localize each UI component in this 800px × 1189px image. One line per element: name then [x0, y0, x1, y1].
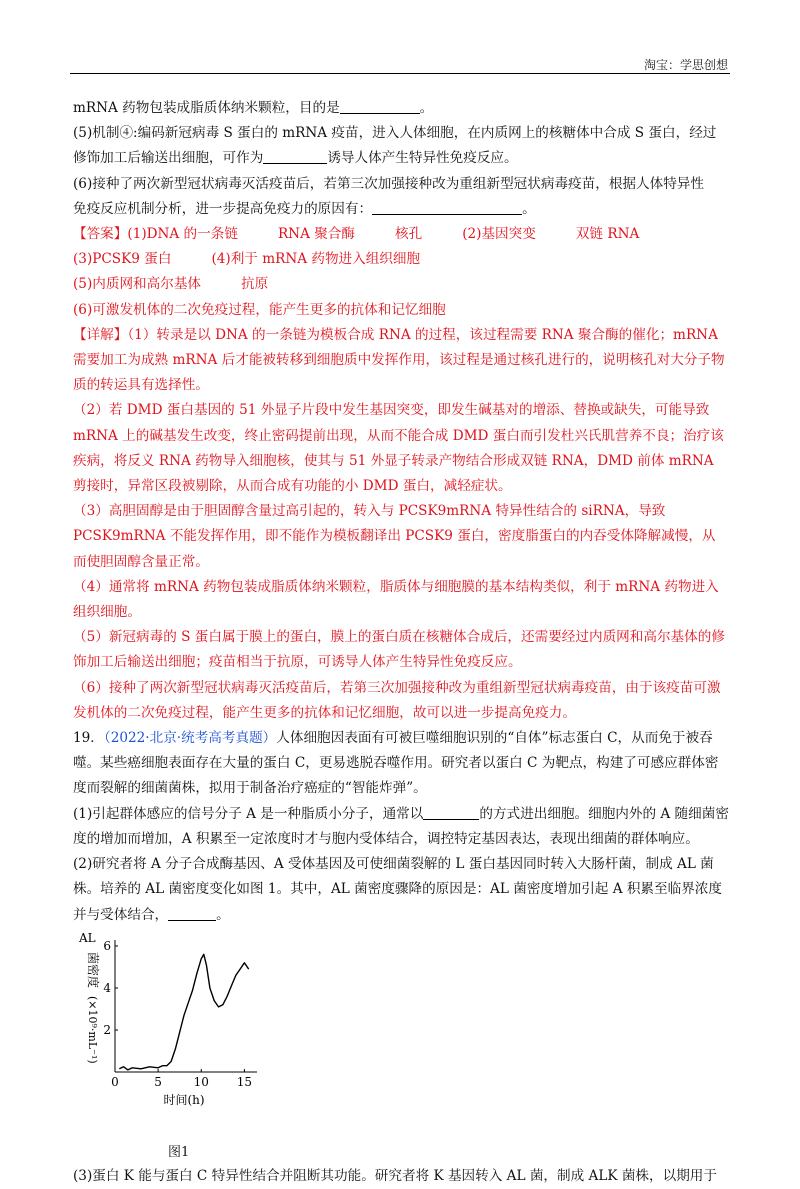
y-tick-label: 6 — [103, 938, 111, 953]
y-axis-title: 菌密度 — [86, 951, 100, 988]
question-number: 19． — [73, 730, 104, 747]
x-axis-title: 时间(h) — [163, 1092, 205, 1107]
answer-blank — [168, 906, 216, 921]
answer-blank — [372, 200, 522, 215]
line-1-text: mRNA 药物包装成脂质体纳米颗粒，目的是 — [73, 100, 340, 116]
line-3-end: 诱导人体产生特异性免疫反应。 — [327, 150, 518, 167]
answer-item: (1)DNA 的一条链 — [127, 226, 238, 243]
answer-row-4: (6)可激发机体的二次免疫过程，能产生更多的抗体和记忆细胞 — [73, 301, 446, 318]
detail-label: 【详解】 — [73, 326, 128, 343]
detail-para-6: （6）接种了两次新型冠状病毒灭活疫苗后，若第三次加强接种改为重组新型冠状病毒疫苗，由于该疫苗可激发机体的二次免疫过程，能产生更多的抗体和记忆细胞，故可以进一步提高免疫力。 — [73, 679, 721, 721]
answer-blank — [423, 805, 479, 820]
answer-item: (3)PCSK9 蛋白 — [73, 251, 172, 268]
line-1-end: 。 — [419, 100, 434, 116]
detail-para-2: （2）若 DMD 蛋白基因的 51 外显子片段中发生基因突变，即发生碱基对的增添、替换或缺失，可能导致 mRNA 上的碱基发生改变，终止密码提前出现，从而不能合成 DMD 蛋白而引发杜兴氏肌营养不良；治疗该疾病，将反义 RNA 药物导入细胞核，使其与 51 外显子转录产物结合形成双链 RNA，DMD 前体 mRNA 剪接时，异常区段被剔除，从而合成有功能的小 DMD 蛋白，减轻症状。 — [73, 402, 724, 495]
answer-label: 【答案】 — [73, 226, 128, 243]
density-chart — [75, 930, 275, 1120]
x-tick-label: 15 — [236, 1074, 253, 1089]
part-text: 。 — [216, 906, 230, 923]
line-1 — [73, 96, 729, 121]
detail-text: （1）转录是以 DNA 的一条链为模板合成 RNA 的过程，该过程需要 RNA 聚合酶的催化；mRNA 需要加工为成熟 mRNA 后才能被转移到细胞质中发挥作用，该过程是通过核孔进行的，说明核孔对大分子物质的转运具有选择性。 — [73, 326, 725, 394]
x-tick-label: 10 — [193, 1074, 209, 1089]
question-stem: 人体细胞因表面有可被巨噬细胞识别的“自体”标志蛋白 C，从而免于被吞噬。某些癌细胞表面存在大量的蛋白 C，更易逃脱吞噬作用。研究者以蛋白 C 为靶点，构建了可感应群体密度而裂解的细菌菌株，拟用于制备治疗癌症的“智能炸弹”。 — [73, 730, 719, 797]
line-5 — [73, 197, 729, 222]
part-text: (1)引起群体感应的信号分子 A 是一种脂质小分子，通常以 — [73, 805, 424, 822]
series-line-al-density — [119, 954, 248, 1070]
question-19-stem — [73, 726, 729, 802]
figure-caption: 图1 — [168, 1144, 190, 1160]
detail-para-1 — [73, 323, 729, 399]
answer-item: (4)利于 mRNA 药物进入组织细胞 — [211, 251, 421, 268]
figure-1 — [75, 930, 275, 1142]
line-3 — [73, 146, 729, 171]
x-tick-label: 0 — [111, 1074, 119, 1089]
header-divider — [70, 73, 730, 74]
answer-item: RNA 聚合酶 — [277, 226, 355, 243]
question-19-part-2 — [73, 852, 729, 928]
answer-row-2 — [73, 247, 729, 272]
line-3-text: 修饰加工后输送出细胞，可作为 — [73, 150, 264, 167]
header-shop: 淘宝：学思创想 — [643, 58, 728, 72]
x-tick-label: 5 — [154, 1074, 162, 1089]
detail-para-3: （3）高胆固醇是由于胆固醇含量过高引起的，转入与 PCSK9mRNA 特异性结合的 siRNA，导致 PCSK9mRNA 不能发挥作用，即不能作为模板翻译出 PCSK9 蛋白，密度脂蛋白的内吞受体降解减慢，从而使胆固醇含量正常。 — [73, 503, 716, 570]
question-19-part-3: (3)蛋白 K 能与蛋白 C 特异性结合并阻断其功能。研究者将 K 基因转入 AL 菌，制成 ALK 菌株，以期用于 — [73, 1167, 717, 1184]
y-tick-label: 2 — [103, 1022, 111, 1037]
part-text: (2)研究者将 A 分子合成酶基因、A 受体基因及可使细菌裂解的 L 蛋白基因同时转入大肠杆菌，制成 AL 菌株。培养的 AL 菌密度变化如图 1。其中，AL 菌密度骤降的原因是：AL 菌密度增加引起 A 积累至临界浓度并与受体结合， — [73, 856, 722, 923]
answer-row-3 — [73, 272, 729, 297]
line-5-text: 免疫反应机制分析，进一步提高免疫力的原因有： — [73, 200, 373, 217]
answer-item: (2)基因突变 — [462, 226, 536, 243]
y-axis-unit: (×10⁹·mL⁻¹) — [86, 995, 99, 1064]
answer-item: (5)内质网和高尔基体 — [73, 276, 202, 293]
detail-para-5: （5）新冠病毒的 S 蛋白属于膜上的蛋白，膜上的蛋白质在核糖体合成后，还需要经过内质网和高尔基体的修饰加工后输送出细胞；疫苗相当于抗原，可诱导人体产生特异性免疫反应。 — [73, 629, 725, 671]
question-source: （2022·北京·统考高考真题） — [103, 730, 277, 747]
answer-item: 抗原 — [241, 276, 269, 293]
line-4: (6)接种了两次新型冠状病毒灭活疫苗后，若第三次加强接种改为重组新型冠状病毒疫苗，根据人体特异性 — [73, 175, 704, 192]
answer-section — [73, 222, 729, 323]
answer-item: 双链 RNA — [575, 226, 640, 243]
y-axis-title-top: AL — [79, 930, 96, 945]
answer-blank — [340, 99, 420, 114]
line-2: (5)机制④:编码新冠病毒 S 蛋白的 mRNA 疫苗，进入人体细胞，在内质网上的核糖体中合成 S 蛋白，经过 — [73, 125, 717, 142]
answer-item: 核孔 — [395, 226, 423, 243]
part-text: 的方式进出细胞。细胞内外的 A 随细菌密度的增加而增加，A 积累至一定浓度时才与胞内受体结合，调控特定基因表达，表现出细菌的群体响应。 — [73, 805, 729, 847]
y-tick-label: 4 — [103, 980, 111, 995]
answer-blank — [263, 149, 327, 164]
document-body — [73, 96, 729, 1189]
answer-row-1 — [73, 222, 729, 247]
question-19-part-1 — [73, 802, 729, 852]
line-5-end: 。 — [522, 200, 536, 217]
detail-section — [73, 323, 729, 726]
detail-para-4: （4）通常将 mRNA 药物包装成脂质体纳米颗粒，脂质体与细胞膜的基本结构类似，利于 mRNA 药物进入组织细胞。 — [73, 578, 719, 621]
